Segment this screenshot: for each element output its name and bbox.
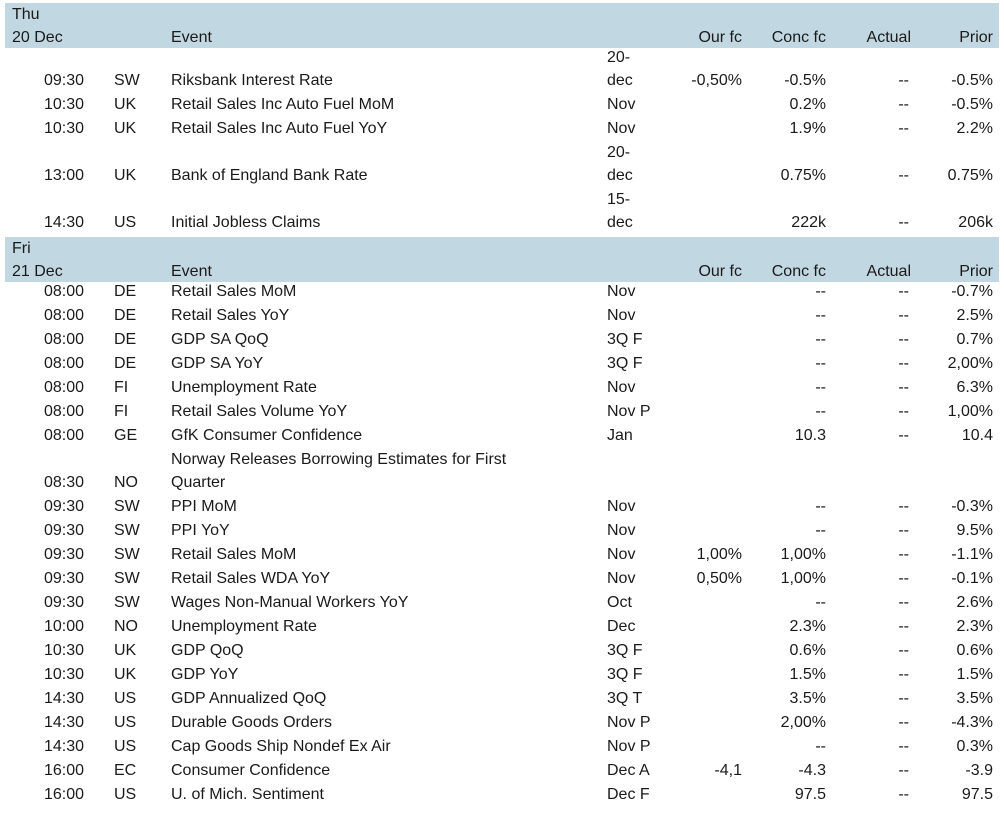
time-cell: 14:30 [43,690,84,707]
time-cell: 08:00 [43,427,84,444]
actual-column-header: Actual [866,263,911,280]
actual-cell: -- [898,214,909,231]
country-cell: SW [114,594,140,611]
prior-cell: -0.5% [951,96,993,113]
actual-cell: -- [898,546,909,563]
prior-cell: 9.5% [956,522,993,539]
table-row [5,143,999,190]
actual-cell: -- [898,714,909,731]
conc-fc-cell: -- [815,403,826,420]
conc-fc-cell: 2,00% [780,714,826,731]
actual-cell: -- [898,594,909,611]
conc-fc-column-header: Conc fc [771,29,826,46]
conc-fc-cell: 97.5 [794,786,826,803]
event-cell: Retail Sales Inc Auto Fuel YoY [171,120,388,137]
actual-cell: -- [898,642,909,659]
prior-cell: 2,00% [947,355,993,372]
event-cell: Retail Sales YoY [171,307,290,324]
actual-cell: -- [898,762,909,779]
table-row [5,689,999,713]
actual-cell: -- [898,403,909,420]
time-cell: 10:30 [43,642,84,659]
actual-column-header: Actual [866,29,911,46]
actual-cell: -- [898,355,909,372]
country-cell: DE [114,355,137,372]
actual-cell: -- [898,690,909,707]
conc-fc-cell: 1,00% [780,546,826,563]
time-cell: 10:30 [43,666,84,683]
conc-fc-cell: 2.3% [789,618,826,635]
event-cell: Consumer Confidence [171,762,331,779]
event-cell: GfK Consumer Confidence [171,427,363,444]
table-row [5,761,999,785]
period-cell: Dec [607,618,636,635]
table-row [5,737,999,761]
prior-cell: 1.5% [956,666,993,683]
actual-cell: -- [898,666,909,683]
time-cell: 16:00 [43,762,84,779]
prior-cell: -0.1% [951,570,993,587]
our-fc-cell: -0,50% [691,72,742,89]
event-cell: PPI MoM [171,498,237,515]
time-cell: 10:30 [43,120,84,137]
actual-cell: -- [898,498,909,515]
conc-fc-cell: 0.6% [789,642,826,659]
actual-cell: -- [898,738,909,755]
conc-fc-cell: 3.5% [789,690,826,707]
prior-cell: 0.75% [947,167,993,184]
event-cell: Wages Non-Manual Workers YoY [171,594,409,611]
event-cell: Norway Releases Borrowing Estimates for First Quarter [171,451,507,491]
conc-fc-column-header: Conc fc [771,263,826,280]
period-cell: Nov P [607,403,651,420]
period-cell: Nov [607,307,636,324]
prior-cell: -0.7% [951,283,993,300]
table-row [5,641,999,665]
prior-cell: 2.2% [956,120,993,137]
period-cell: Nov [607,96,636,113]
country-cell: SW [114,498,140,515]
our-fc-cell: 0,50% [696,570,742,587]
actual-cell: -- [898,307,909,324]
conc-fc-cell: -- [815,331,826,348]
country-cell: US [114,214,137,231]
conc-fc-cell: -- [815,355,826,372]
day-label: Thu [12,6,40,23]
conc-fc-cell: -- [815,498,826,515]
country-cell: UK [114,120,137,137]
conc-fc-cell: -0.5% [784,72,826,89]
table-row [5,330,999,354]
time-cell: 08:30 [43,474,84,491]
period-cell: Dec A [607,762,650,779]
actual-cell: -- [898,427,909,444]
event-cell: Retail Sales MoM [171,546,297,563]
event-column-header: Event [171,29,212,46]
period-cell: Nov [607,522,636,539]
country-cell: SW [114,546,140,563]
period-cell: Nov [607,379,636,396]
time-cell: 08:00 [43,331,84,348]
table-row [5,545,999,569]
event-cell: Unemployment Rate [171,379,317,396]
prior-column-header: Prior [959,29,993,46]
period-cell: 20- dec [607,49,633,89]
country-cell: FI [114,379,129,396]
actual-cell: -- [898,331,909,348]
table-row [5,190,999,237]
country-cell: DE [114,307,137,324]
conc-fc-cell: -- [815,738,826,755]
prior-cell: 3.5% [956,690,993,707]
prior-cell: 0.3% [956,738,993,755]
prior-cell: -0.3% [951,498,993,515]
period-cell: Dec F [607,786,650,803]
prior-cell: 97.5 [961,786,993,803]
actual-cell: -- [898,96,909,113]
conc-fc-cell: 1.9% [789,120,826,137]
prior-cell: -3.9 [965,762,993,779]
period-cell: Oct [607,594,632,611]
country-cell: NO [114,474,138,491]
conc-fc-cell: 222k [791,214,826,231]
country-cell: UK [114,666,137,683]
table-row [5,785,999,809]
prior-cell: -4.3% [951,714,993,731]
country-cell: US [114,714,137,731]
period-cell: Nov [607,120,636,137]
country-cell: EC [114,762,137,779]
actual-cell: -- [898,72,909,89]
table-row [5,95,999,119]
event-cell: GDP SA YoY [171,355,264,372]
event-cell: GDP SA QoQ [171,331,269,348]
time-cell: 08:00 [43,403,84,420]
country-cell: SW [114,522,140,539]
prior-cell: 1,00% [947,403,993,420]
date-label: 20 Dec [12,29,63,46]
country-cell: US [114,738,137,755]
prior-cell: 6.3% [956,379,993,396]
event-cell: Retail Sales Inc Auto Fuel MoM [171,96,395,113]
day-header [5,3,999,48]
table-row [5,402,999,426]
period-cell: Nov [607,498,636,515]
period-cell: 20- dec [607,144,633,184]
time-cell: 14:30 [43,214,84,231]
period-cell: 3Q F [607,355,643,372]
event-cell: Bank of England Bank Rate [171,167,368,184]
country-cell: UK [114,96,137,113]
conc-fc-cell: 0.2% [789,96,826,113]
day-header [5,237,999,282]
period-cell: Nov P [607,738,651,755]
time-cell: 09:30 [43,570,84,587]
prior-cell: 10.4 [961,427,993,444]
time-cell: 16:00 [43,786,84,803]
table-row [5,450,999,497]
country-cell: US [114,690,137,707]
table-row [5,426,999,450]
conc-fc-cell: 0.75% [780,167,826,184]
period-cell: 3Q T [607,690,643,707]
table-row [5,521,999,545]
actual-cell: -- [898,618,909,635]
table-row [5,48,999,95]
event-cell: Retail Sales Volume YoY [171,403,348,420]
conc-fc-cell: 10.3 [794,427,826,444]
period-cell: 15- dec [607,191,633,231]
event-cell: GDP YoY [171,666,239,683]
table-row [5,569,999,593]
time-cell: 09:30 [43,522,84,539]
period-cell: Nov [607,546,636,563]
table-row [5,665,999,689]
prior-cell: -1.1% [951,546,993,563]
period-cell: 3Q F [607,331,643,348]
conc-fc-cell: -4.3 [798,762,826,779]
period-cell: Nov [607,283,636,300]
country-cell: GE [114,427,138,444]
country-cell: FI [114,403,129,420]
table-row [5,713,999,737]
time-cell: 08:00 [43,379,84,396]
country-cell: NO [114,618,138,635]
conc-fc-cell: -- [815,307,826,324]
country-cell: SW [114,570,140,587]
table-row [5,497,999,521]
prior-cell: 206k [958,214,993,231]
prior-cell: 2.3% [956,618,993,635]
time-cell: 09:30 [43,594,84,611]
event-cell: GDP QoQ [171,642,244,659]
table-row [5,306,999,330]
event-cell: Retail Sales WDA YoY [171,570,331,587]
time-cell: 09:30 [43,72,84,89]
event-cell: U. of Mich. Sentiment [171,786,324,803]
table-row [5,617,999,641]
event-cell: Unemployment Rate [171,618,317,635]
our-fc-cell: -4,1 [714,762,742,779]
actual-cell: -- [898,120,909,137]
actual-cell: -- [898,570,909,587]
event-column-header: Event [171,263,212,280]
country-cell: SW [114,72,140,89]
event-cell: GDP Annualized QoQ [171,690,327,707]
our-fc-cell: 1,00% [696,546,742,563]
our-fc-column-header: Our fc [698,29,742,46]
prior-column-header: Prior [959,263,993,280]
conc-fc-cell: 1,00% [780,570,826,587]
time-cell: 13:00 [43,167,84,184]
event-cell: PPI YoY [171,522,230,539]
time-cell: 14:30 [43,714,84,731]
conc-fc-cell: 1.5% [789,666,826,683]
date-label: 21 Dec [12,263,63,280]
table-row [5,378,999,402]
country-cell: UK [114,167,137,184]
event-cell: Retail Sales MoM [171,283,297,300]
time-cell: 09:30 [43,546,84,563]
time-cell: 08:00 [43,307,84,324]
table-row [5,282,999,306]
conc-fc-cell: -- [815,379,826,396]
actual-cell: -- [898,379,909,396]
country-cell: UK [114,642,137,659]
period-cell: 3Q F [607,642,643,659]
time-cell: 09:30 [43,498,84,515]
time-cell: 14:30 [43,738,84,755]
time-cell: 08:00 [43,355,84,372]
economic-calendar-table [5,3,999,809]
actual-cell: -- [898,786,909,803]
prior-cell: 2.6% [956,594,993,611]
event-cell: Cap Goods Ship Nondef Ex Air [171,738,391,755]
time-cell: 10:00 [43,618,84,635]
country-cell: US [114,786,137,803]
actual-cell: -- [898,167,909,184]
actual-cell: -- [898,283,909,300]
day-label: Fri [12,240,31,257]
conc-fc-cell: -- [815,594,826,611]
event-cell: Durable Goods Orders [171,714,332,731]
country-cell: DE [114,331,137,348]
table-row [5,119,999,143]
period-cell: Jan [607,427,633,444]
period-cell: Nov [607,570,636,587]
our-fc-column-header: Our fc [698,263,742,280]
prior-cell: 0.6% [956,642,993,659]
time-cell: 08:00 [43,283,84,300]
actual-cell: -- [898,522,909,539]
table-row [5,593,999,617]
prior-cell: 2.5% [956,307,993,324]
prior-cell: 0.7% [956,331,993,348]
event-cell: Riksbank Interest Rate [171,72,333,89]
time-cell: 10:30 [43,96,84,113]
conc-fc-cell: -- [815,522,826,539]
event-cell: Initial Jobless Claims [171,214,321,231]
prior-cell: -0.5% [951,72,993,89]
conc-fc-cell: -- [815,283,826,300]
country-cell: DE [114,283,137,300]
table-row [5,354,999,378]
period-cell: 3Q F [607,666,643,683]
period-cell: Nov P [607,714,651,731]
